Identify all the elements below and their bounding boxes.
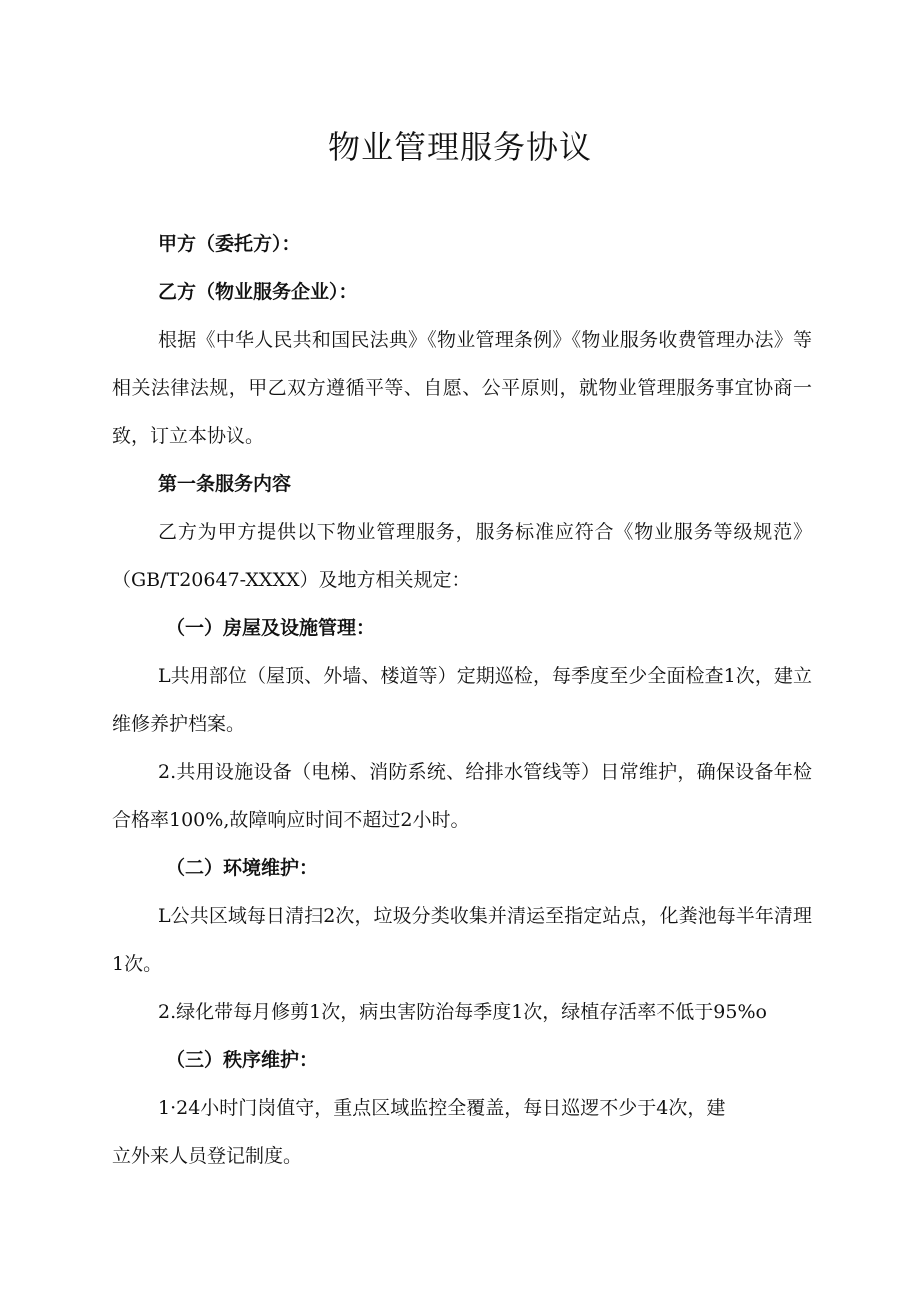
section-3-item-1-line-2: 立外来人员登记制度。	[112, 1145, 303, 1167]
section-2-heading: （二）环境维护：	[166, 857, 319, 879]
section-3-heading: （三）秩序维护：	[166, 1049, 319, 1071]
document-title: 物业管理服务协议	[327, 128, 592, 166]
document-body	[112, 220, 812, 1180]
section-1-item-1: L共用部位（屋顶、外墙、楼道等）定期巡检，每季度至少全面检查1次，建立维修养护档案。	[112, 665, 812, 735]
section-2-item-1: L公共区域每日清扫2次，垃圾分类收集并清运至指定站点，化粪池每半年清理1次。	[112, 905, 812, 975]
preamble-paragraph: 根据《中华人民共和国民法典》《物业管理条例》《物业服务收费管理办法》等相关法律法规，甲乙双方遵循平等、自愿、公平原则，就物业管理服务事宜协商一致，订立本协议。	[112, 329, 812, 447]
section-1-item-2: 2.共用设施设备（电梯、消防系统、给排水管线等）日常维护，确保设备年检合格率100%,故障响应时间不超过2小时。	[112, 761, 812, 831]
section-2-item-2: 2.绿化带每月修剪1次，病虫害防治每季度1次，绿植存活率不低于95%o	[158, 1001, 767, 1023]
article-1-intro: 乙方为甲方提供以下物业管理服务，服务标准应符合《物业服务等级规范》（GB/T20647-XXXX）及地方相关规定：	[112, 521, 812, 591]
section-3-item-1-line-1: 1·24小时门岗值守，重点区域监控全覆盖，每日巡逻不少于4次，建	[158, 1097, 726, 1119]
section-1-heading: （一）房屋及设施管理：	[166, 617, 376, 639]
party-a-line: 甲方（委托方）：	[158, 233, 301, 255]
party-b-line: 乙方（物业服务企业）：	[158, 281, 358, 303]
article-1-heading: 第一条服务内容	[158, 473, 292, 495]
